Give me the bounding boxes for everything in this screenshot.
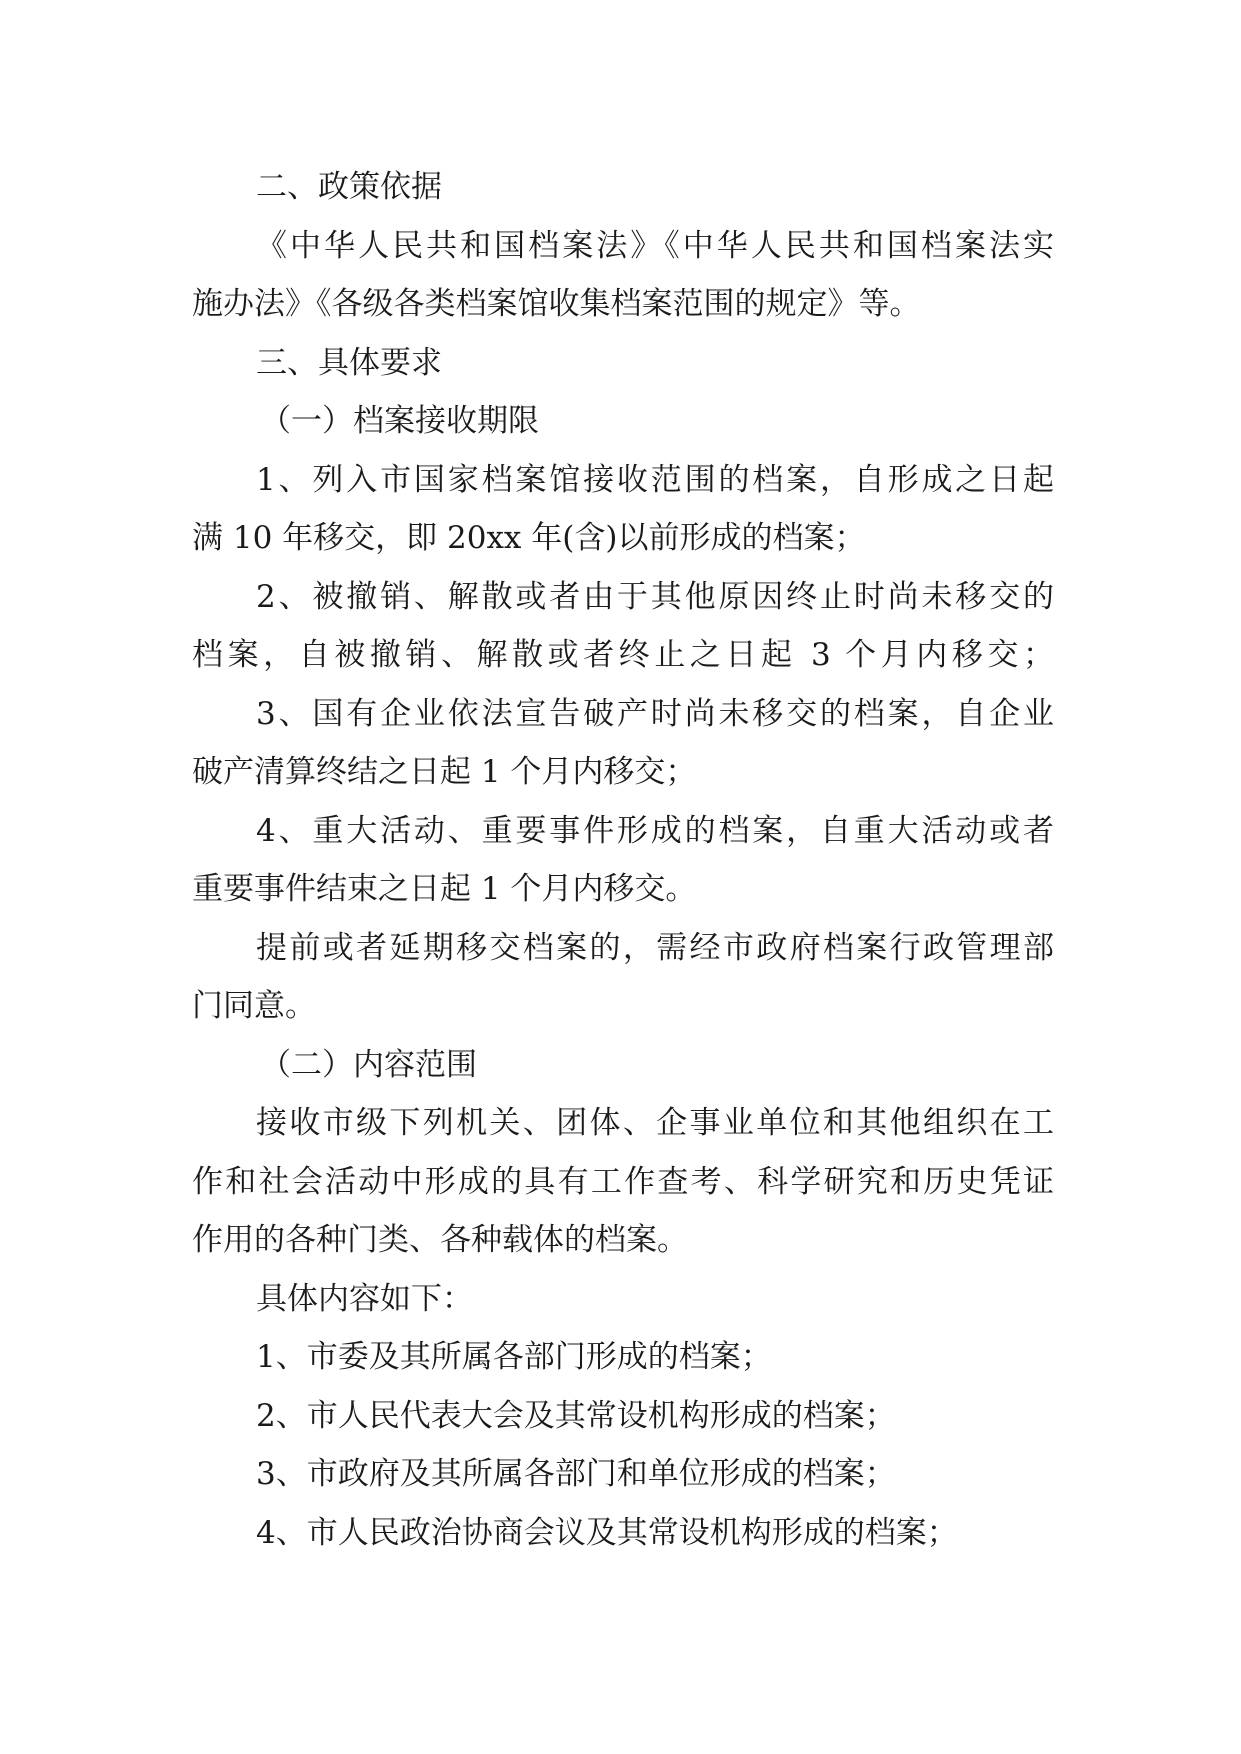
paragraph-line: 满 10 年移交，即 20xx 年(含)以前形成的档案； — [192, 520, 866, 556]
paragraph-line: 门同意。 — [192, 988, 316, 1024]
paragraph-line: 4、重大活动、重要事件形成的档案，自重大活动或者 — [256, 812, 1054, 849]
list-item: 4、市人民政治协商会议及其常设机构形成的档案； — [256, 1514, 958, 1551]
paragraph-line: 《中华人民共和国档案法》《中华人民共和国档案法实 — [256, 227, 1054, 264]
list-item: 1、市委及其所属各部门形成的档案； — [256, 1339, 772, 1375]
section-heading-requirements: 三、具体要求 — [256, 344, 442, 381]
list-item: 3、市政府及其所属各部门和单位形成的档案； — [256, 1456, 896, 1492]
paragraph-line: 重要事件结束之日起 1 个月内移交。 — [192, 871, 697, 907]
subsection-heading-content-scope: （二）内容范围 — [260, 1046, 477, 1083]
list-item: 2、市人民代表大会及其常设机构形成的档案； — [256, 1397, 896, 1434]
paragraph-line: 作和社会活动中形成的具有工作查考、科学研究和历史凭证 — [192, 1163, 1054, 1200]
paragraph-line: 档案，自被撤销、解散或者终止之日起 3 个月内移交； — [192, 637, 1054, 673]
paragraph-line: 作用的各种门类、各种载体的档案。 — [192, 1222, 688, 1258]
document-page — [192, 158, 1054, 1562]
paragraph-line: 1、列入市国家档案馆接收范围的档案，自形成之日起 — [256, 461, 1054, 498]
paragraph-line: 2、被撤销、解散或者由于其他原因终止时尚未移交的 — [256, 578, 1054, 615]
paragraph-line: 接收市级下列机关、团体、企事业单位和其他组织在工 — [256, 1105, 1054, 1141]
paragraph-line: 提前或者延期移交档案的，需经市政府档案行政管理部 — [256, 929, 1054, 966]
paragraph-line: 3、国有企业依法宣告破产时尚未移交的档案，自企业 — [256, 695, 1054, 732]
paragraph-line: 破产清算终结之日起 1 个月内移交； — [192, 754, 697, 790]
paragraph-line: 具体内容如下： — [256, 1280, 473, 1317]
subsection-heading-time-limit: （一）档案接收期限 — [260, 403, 539, 439]
section-heading-policy-basis: 二、政策依据 — [256, 169, 442, 205]
paragraph-line: 施办法》《各级各类档案馆收集档案范围的规定》等。 — [192, 286, 921, 322]
